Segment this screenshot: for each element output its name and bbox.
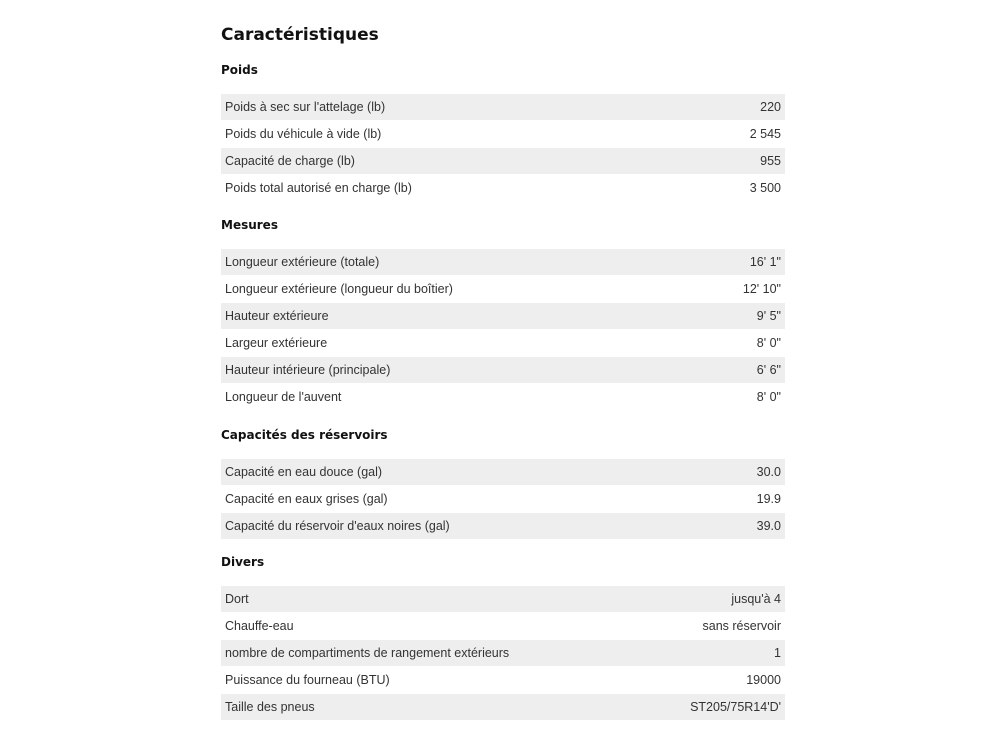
row-value: 1: [774, 646, 781, 660]
row-label: nombre de compartiments de rangement extérieurs: [225, 646, 510, 660]
row-label: Taille des pneus: [225, 700, 315, 714]
section-heading-misc: Divers: [221, 555, 265, 569]
section-heading-measurements: Mesures: [221, 218, 278, 232]
row-label: Capacité du réservoir d'eaux noires (gal): [225, 519, 450, 533]
row-label: Hauteur intérieure (principale): [225, 363, 391, 377]
row-value: 19.9: [756, 492, 781, 506]
table-row: [221, 303, 785, 330]
row-value: 955: [760, 154, 781, 168]
row-value: 3 500: [749, 181, 781, 195]
table-row: [221, 276, 785, 303]
row-value: 6' 6": [756, 363, 781, 377]
row-label: Poids à sec sur l'attelage (lb): [225, 100, 386, 114]
row-value: 39.0: [756, 519, 781, 533]
table-row: [221, 384, 785, 411]
row-label: Capacité en eaux grises (gal): [225, 492, 388, 506]
row-label: Dort: [225, 592, 249, 606]
page-title: Caractéristiques: [221, 25, 379, 45]
table-row: [221, 459, 785, 486]
row-value: 8' 0": [756, 390, 781, 404]
weights-table: [221, 94, 785, 202]
row-value: 30.0: [756, 465, 781, 479]
table-row: [221, 486, 785, 513]
table-row: [221, 357, 785, 384]
row-value: 12' 10": [742, 282, 781, 296]
measurements-table: [221, 249, 785, 411]
section-heading-tank-capacities: Capacités des réservoirs: [221, 428, 388, 442]
row-value: 2 545: [749, 127, 781, 141]
row-value: 220: [760, 100, 781, 114]
row-value: ST205/75R14'D': [690, 700, 781, 714]
row-value: 16' 1": [749, 255, 781, 269]
table-row: [221, 613, 785, 640]
row-label: Chauffe-eau: [225, 619, 294, 633]
table-row: [221, 175, 785, 202]
row-label: Largeur extérieure: [225, 336, 328, 350]
row-label: Longueur de l'auvent: [225, 390, 342, 404]
table-row: [221, 667, 785, 694]
row-label: Capacité de charge (lb): [225, 154, 355, 168]
table-row: [221, 330, 785, 357]
row-value: 19000: [746, 673, 781, 687]
table-row: [221, 94, 785, 121]
row-value: 9' 5": [756, 309, 781, 323]
misc-table: [221, 586, 785, 721]
row-label: Poids du véhicule à vide (lb): [225, 127, 382, 141]
table-row: [221, 121, 785, 148]
tank-capacities-table: [221, 459, 785, 540]
table-row: [221, 640, 785, 667]
row-label: Capacité en eau douce (gal): [225, 465, 383, 479]
row-label: Hauteur extérieure: [225, 309, 329, 323]
row-label: Longueur extérieure (totale): [225, 255, 380, 269]
row-value: jusqu'à 4: [731, 592, 781, 606]
section-heading-weights: Poids: [221, 63, 258, 77]
row-value: 8' 0": [756, 336, 781, 350]
table-row: [221, 694, 785, 721]
row-value: sans réservoir: [702, 619, 781, 633]
row-label: Poids total autorisé en charge (lb): [225, 181, 412, 195]
row-label: Longueur extérieure (longueur du boîtier): [225, 282, 453, 296]
table-row: [221, 148, 785, 175]
table-row: [221, 249, 785, 276]
table-row: [221, 513, 785, 540]
table-row: [221, 586, 785, 613]
row-label: Puissance du fourneau (BTU): [225, 673, 390, 687]
